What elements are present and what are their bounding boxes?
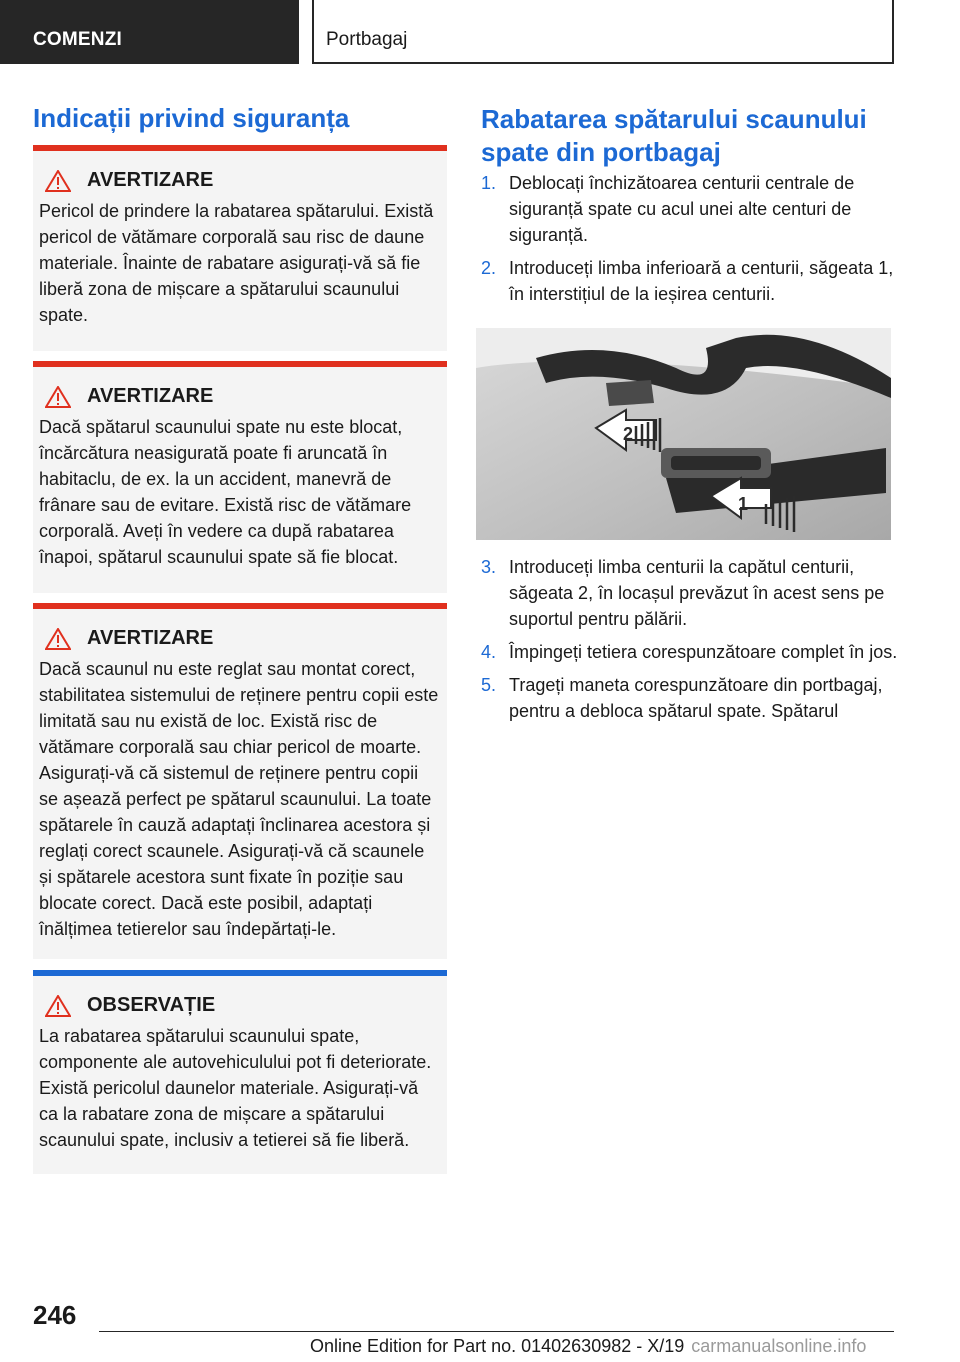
warning-icon xyxy=(45,628,71,650)
chapter-label: Portbagaj xyxy=(326,29,408,50)
warning-text: Dacă scaunul nu este reglat sau montat corect, stabilitatea sistemului de reținere pentru copii este limitată sau nu există de loc. Există risc de vătămare corporală sau chiar pericol de moarte. Asigurați-vă că sistemul de reținere pentru copii se așează perfect pe spătarul scaunului. La toate spătarele în cauză adaptați înclinarea acestora și reglați corect scaunele. Asigurați-vă că scaunele și spătarele acestora sunt fixate în poziție sau blocate corect. Dacă este posibil, adaptați înălțimea tetierelor sau îndepărtați-le. xyxy=(39,659,439,939)
step-number: 1. xyxy=(481,173,497,193)
warning-icon xyxy=(45,995,71,1017)
arrow-label-2: 2 xyxy=(623,424,634,444)
warning-title: AVERTIZARE xyxy=(87,627,214,649)
warning-text: Pericol de prindere la rabatarea spătarului. Există pericol de vătămare corporală sau risc de daune materiale. Înainte de rabatare asigurați-vă să fie liberă zona de mișcare a spătarului scaunului spate. xyxy=(39,201,434,325)
step-text: Deblocați închizătoarea centurii centrale de siguranță spate cu acul unei alte centuri de siguranță. xyxy=(509,173,855,245)
page-number: 246 xyxy=(33,1300,77,1330)
step-number: 2. xyxy=(481,258,497,278)
step-text: Trageți maneta corespunzătoare din portbagaj, pentru a debloca spătarul spate. Spătarul xyxy=(509,675,883,721)
section-label: COMENZI xyxy=(33,29,123,50)
warning-icon xyxy=(45,170,71,192)
footer-edition xyxy=(310,1336,866,1357)
step-text: Împingeți tetiera corespunzătoare complet în jos. xyxy=(509,642,898,662)
safety-heading: Indicații privind siguranța xyxy=(33,103,350,133)
step-item xyxy=(481,170,901,248)
warning-text: Dacă spătarul scaunului spate nu este blocat, încărcătura neasigurată poate fi aruncată în habitaclu, de ex. la un accident, manevră de frânare sau de evitare. Există risc de vătămare corporală. Aveți în vedere ca după rabatarea înapoi, spătarul scaunului spate să fie blocat. xyxy=(39,417,412,567)
step-item xyxy=(481,639,901,665)
footer-divider xyxy=(99,1331,894,1332)
belt-illustration xyxy=(476,328,891,540)
steps-list-b xyxy=(481,554,901,731)
warning-icon xyxy=(45,386,71,408)
note-title: OBSERVAȚIE xyxy=(87,994,216,1016)
edition-text: Online Edition for Part no. 01402630982 - X/19 xyxy=(310,1336,685,1356)
warning-box-3 xyxy=(33,603,447,959)
arrow-label-1: 1 xyxy=(738,494,749,514)
step-item xyxy=(481,255,901,307)
step-item xyxy=(481,554,901,632)
step-number: 4. xyxy=(481,642,497,662)
folding-heading: Rabatarea spătarului scaunului spate din portbagaj xyxy=(481,104,867,167)
step-text: Introduceți limba centurii la capătul centurii, săgeata 2, în locașul prevăzut în acest sens pe suportul pentru pălării. xyxy=(509,557,885,629)
warning-title: AVERTIZARE xyxy=(87,385,214,407)
chapter-tab xyxy=(312,0,894,64)
step-text: Introduceți limba inferioară a centurii, săgeata 1, în interstițiul de la ieșirea centurii. xyxy=(509,258,894,304)
step-number: 3. xyxy=(481,557,497,577)
step-item xyxy=(481,672,901,724)
watermark-text: carmanualsonline.info xyxy=(691,1336,867,1356)
warning-box-2 xyxy=(33,361,447,593)
section-tab xyxy=(0,0,299,64)
warning-box-1 xyxy=(33,145,447,351)
warning-title: AVERTIZARE xyxy=(87,169,214,191)
note-box xyxy=(33,970,447,1174)
steps-list-a xyxy=(481,170,901,314)
step-number: 5. xyxy=(481,675,497,695)
note-text: La rabatarea spătarului scaunului spate, componente ale autovehiculului pot fi deteriorate. Există pericolul daunelor materiale. Asigurați-vă ca la rabatare zona de mișcare a spătarului scaunului spate, inclusiv a tetierei să fie liberă. xyxy=(39,1026,432,1150)
